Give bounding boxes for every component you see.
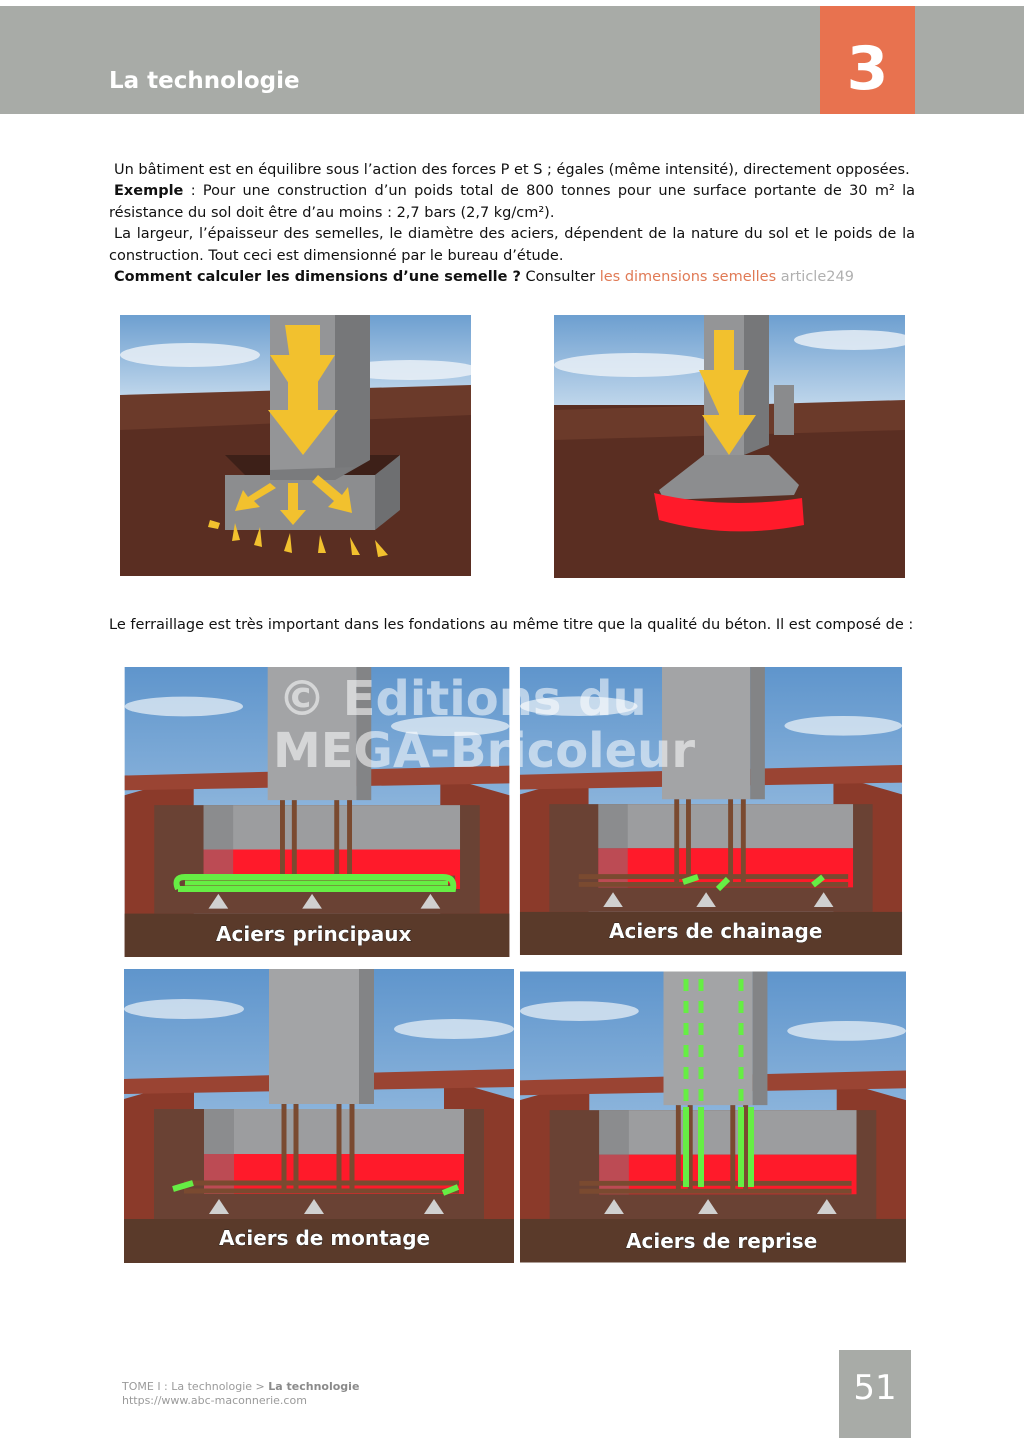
calcul-text: Consulter: [520, 269, 600, 286]
panel-aciers-reprise: [520, 972, 906, 1263]
figure-load-distribution: [120, 315, 471, 576]
exemple-label: Exemple: [114, 183, 184, 200]
paragraph-calcul: [109, 267, 915, 288]
footer-section: La technologie: [268, 1380, 360, 1393]
paragraph-ferraillage: Le ferraillage est très important dans les fondations au même titre que la qualité du béton. Il est composé de :: [109, 617, 914, 633]
footer-url[interactable]: https://www.abc-maconnerie.com: [122, 1394, 307, 1407]
paragraph-largeur: La largeur, l’épaisseur des semelles, le diamètre des aciers, dépendent de la nature du sol et le poids de la construction. Tout ceci est dimensionné par le bureau d’étude.: [109, 226, 915, 264]
figure-rebar-grid: [123, 667, 906, 1265]
footer: [122, 1380, 359, 1408]
caption-aciers-montage: Aciers de montage: [219, 1226, 431, 1250]
page-number: 51: [839, 1350, 911, 1438]
exemple-text: : Pour une construction d’un poids total de 800 tonnes pour une surface portante de 30 m² la résistance du sol doit être d’au moins : 2,7 bars (2,7 kg/cm²).: [109, 183, 915, 221]
paragraph-exemple: [109, 181, 915, 224]
panel-aciers-montage: [124, 969, 514, 1263]
dimensions-semelles-link[interactable]: les dimensions semelles: [599, 269, 777, 286]
article-reference: article249: [780, 269, 854, 286]
footer-tome: TOME I : La technologie: [122, 1380, 253, 1393]
caption-aciers-principaux: Aciers principaux: [216, 922, 412, 946]
chapter-number: 3: [820, 6, 915, 114]
footer-breadcrumb: [122, 1380, 359, 1394]
footer-separator: >: [252, 1380, 269, 1393]
caption-aciers-chainage: Aciers de chainage: [609, 919, 823, 943]
caption-aciers-reprise: Aciers de reprise: [626, 1229, 818, 1253]
paragraph-equilibre: Un bâtiment est en équilibre sous l’action des forces P et S ; égales (même intensité), directement opposées.: [114, 162, 910, 178]
body-text: [109, 160, 915, 288]
watermark-line-2: MEGA-Bricoleur: [273, 723, 696, 779]
header-title: La technologie: [109, 68, 300, 94]
watermark-line-1: © Editions du: [278, 671, 647, 727]
figure-soil-pressure: [554, 315, 905, 578]
calcul-question: Comment calculer les dimensions d’une semelle ?: [114, 269, 521, 286]
